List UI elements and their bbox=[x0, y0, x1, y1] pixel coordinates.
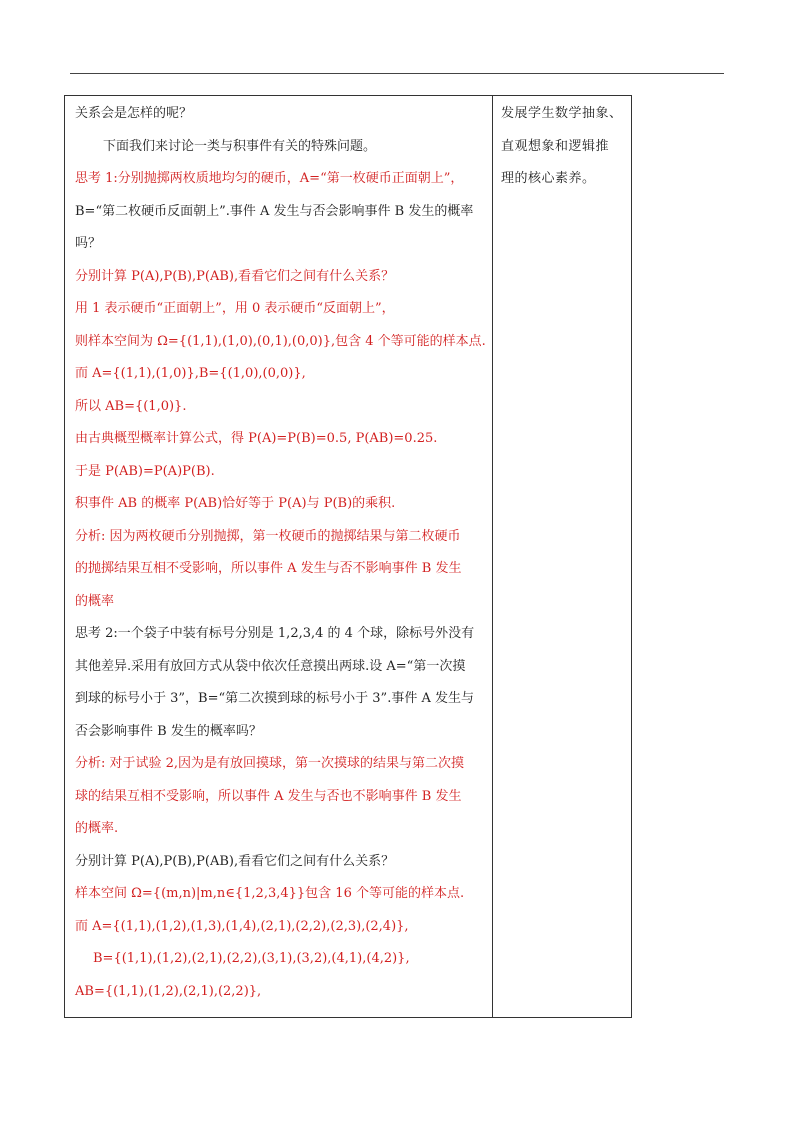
content-line: 思考 2:一个袋子中装有标号分别是 1,2,3,4 的 4 个球，除标号外没有 bbox=[75, 626, 475, 641]
teaching-content-column bbox=[75, 98, 485, 1008]
content-line: 于是 P(AB)=P(A)P(B). bbox=[75, 463, 215, 479]
content-line: 而 A={(1,1),(1,0)},B={(1,0),(0,0)}, bbox=[75, 366, 306, 381]
lesson-table bbox=[64, 95, 632, 1018]
content-line: B={(1,1),(1,2),(2,1),(2,2),(3,1),(3,2),(4,1),(4,2)}, bbox=[93, 951, 410, 966]
content-line: B=“第二枚硬币反面朝上”.事件 A 发生与否会影响事件 B 发生的概率 bbox=[75, 203, 474, 219]
content-line: 的概率 bbox=[75, 593, 115, 609]
content-line: 下面我们来讨论一类与积事件有关的特殊问题。 bbox=[103, 138, 377, 154]
design-intent-line: 理的核心素养。 bbox=[501, 171, 596, 186]
design-intent-column bbox=[501, 98, 627, 196]
content-line: 分析: 对于试验 2,因为是有放回摸球，第一次摸球的结果与第二次摸 bbox=[75, 756, 465, 771]
content-line: 分析: 因为两枚硬币分别抛掷，第一枚硬币的抛掷结果与第二枚硬币 bbox=[75, 528, 461, 544]
content-line: 分别计算 P(A),P(B),P(AB),看看它们之间有什么关系？ bbox=[75, 268, 395, 284]
content-line: 由古典概型概率计算公式，得 P(A)=P(B)=0.5, P(AB)=0.25. bbox=[75, 431, 438, 446]
content-line: 用 1 表示硬币“正面朝上”，用 0 表示硬币“反面朝上”， bbox=[75, 301, 395, 316]
content-line: 则样本空间为 Ω={(1,1),(1,0),(0,1),(0,0)},包含 4 个等可能的样本点. bbox=[75, 333, 486, 349]
design-intent-line: 发展学生数学抽象、 bbox=[501, 106, 623, 121]
content-line: 而 A={(1,1),(1,2),(1,3),(1,4),(2,1),(2,2),(2,3),(2,4)}, bbox=[75, 918, 409, 934]
content-line: 否会影响事件 B 发生的概率吗？ bbox=[75, 723, 262, 739]
content-line: 的抛掷结果互相不受影响，所以事件 A 发生与否不影响事件 B 发生 bbox=[75, 561, 462, 576]
content-line: 其他差异.采用有放回方式从袋中依次任意摸出两球.设 A=“第一次摸 bbox=[75, 658, 466, 674]
content-line: 到球的标号小于 3”，B=“第二次摸到球的标号小于 3”.事件 A 发生与 bbox=[75, 691, 474, 706]
content-line: 的概率. bbox=[75, 821, 119, 836]
header-rule bbox=[70, 73, 724, 74]
column-divider bbox=[492, 96, 493, 1017]
content-line: 分别计算 P(A),P(B),P(AB),看看它们之间有什么关系？ bbox=[75, 853, 395, 869]
content-line: 球的结果互相不受影响，所以事件 A 发生与否也不影响事件 B 发生 bbox=[75, 788, 462, 804]
design-intent-line: 直观想象和逻辑推 bbox=[501, 138, 610, 154]
content-line: AB={(1,1),(1,2),(2,1),(2,2)}, bbox=[75, 983, 262, 999]
content-line: 关系会是怎样的呢？ bbox=[75, 106, 193, 121]
content-line: 所以 AB={(1,0)}. bbox=[75, 398, 187, 414]
content-line: 思考 1:分别抛掷两枚质地均匀的硬币，A=“第一枚硬币正面朝上”， bbox=[75, 171, 464, 186]
content-line: 积事件 AB 的概率 P(AB)恰好等于 P(A)与 P(B)的乘积. bbox=[75, 496, 396, 511]
content-line: 吗？ bbox=[75, 236, 102, 251]
content-line: 样本空间 Ω={(m,n)|m,n∈{1,2,3,4}}包含 16 个等可能的样本点. bbox=[75, 886, 465, 901]
